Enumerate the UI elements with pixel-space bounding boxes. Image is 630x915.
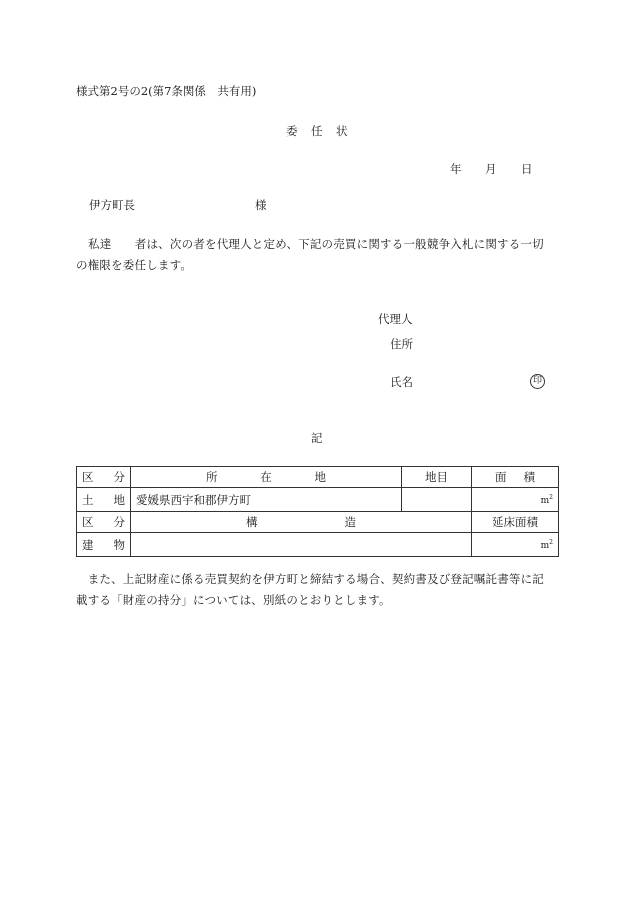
body-paragraph [76, 234, 558, 276]
agent-label: 代理人 [378, 312, 413, 326]
building-header-row [77, 512, 559, 533]
char: 所 [206, 470, 218, 484]
structure-header [131, 512, 472, 533]
agent-address-label: 住所 [390, 337, 413, 351]
char: 面 [495, 470, 507, 484]
month-label: 月 [485, 162, 497, 176]
char: 分 [113, 515, 125, 529]
addressee-name: 伊方町長 [89, 198, 135, 212]
unit: m [540, 496, 550, 506]
building-structure-value [131, 533, 472, 557]
closing-paragraph [76, 569, 558, 611]
location-header [131, 467, 402, 488]
char: 区 [82, 470, 94, 484]
seal-icon: 印 [530, 374, 545, 389]
form-number: 様式第2号の2(第7条関係 共有用) [76, 84, 257, 98]
floor-area-header: 延床面積 [472, 512, 559, 533]
land-category [77, 488, 131, 512]
day-label: 日 [521, 162, 533, 176]
land-location: 愛媛県西宇和郡伊方町 [131, 488, 402, 512]
property-table [76, 466, 559, 557]
char: 区 [82, 515, 94, 529]
char: 地 [113, 492, 125, 507]
building-row [77, 533, 559, 557]
closing-line-2: 載する「財産の持分」については、別紙のとおりとします。 [76, 593, 391, 607]
agent-name-label: 氏名 [390, 375, 413, 389]
document-title: 委 任 状 [286, 124, 349, 138]
year-label: 年 [450, 162, 462, 176]
land-type-header: 地目 [402, 467, 472, 488]
unit-exponent: 2 [549, 494, 553, 501]
char: 分 [113, 470, 125, 484]
area-header [472, 467, 559, 488]
addressee-honorific: 様 [255, 198, 267, 212]
body-line-1: 私達 者は、次の者を代理人と定め、下記の売買に関する一般競争入札に関する一切 [88, 237, 544, 251]
char: 在 [260, 470, 272, 484]
char: 造 [344, 515, 356, 529]
closing-line-1: また、上記財産に係る売買契約を伊方町と締結する場合、契約書及び登記嘱託書等に記 [76, 572, 544, 586]
category-header [77, 467, 131, 488]
char: 建 [82, 537, 94, 552]
char: 物 [113, 537, 125, 552]
record-heading: 記 [311, 431, 323, 445]
unit: m [540, 541, 550, 551]
building-category [77, 533, 131, 557]
building-area-value [472, 533, 559, 557]
body-line-2: の権限を委任します。 [76, 258, 193, 272]
unit-exponent: 2 [549, 539, 553, 546]
char: 積 [523, 470, 535, 484]
land-type-value [402, 488, 472, 512]
land-area-value [472, 488, 559, 512]
char: 地 [314, 470, 326, 484]
land-header-row [77, 467, 559, 488]
land-row [77, 488, 559, 512]
building-category-header [77, 512, 131, 533]
char: 構 [246, 515, 258, 529]
char: 土 [82, 492, 94, 507]
